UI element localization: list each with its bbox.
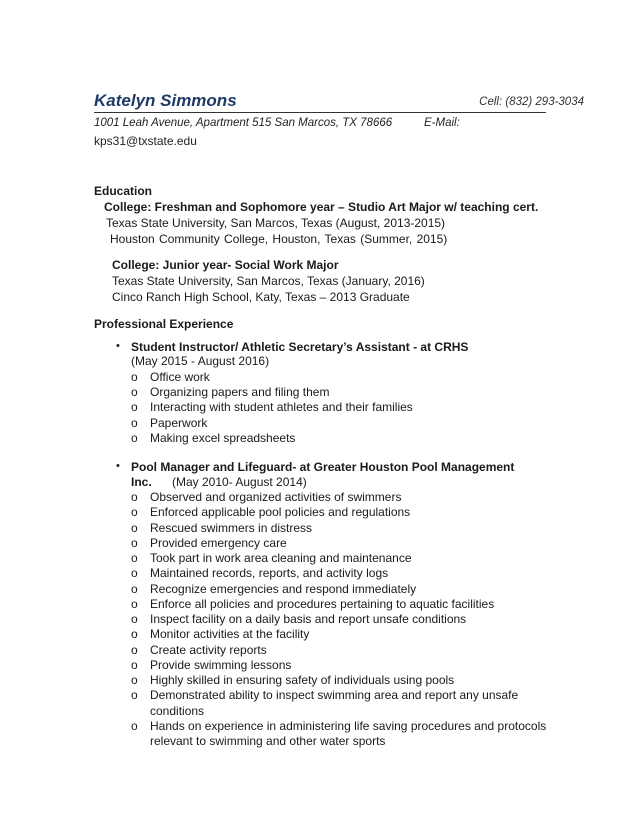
list-item-text: Inspect facility on a daily basis and report unsafe conditions bbox=[150, 612, 467, 626]
sub-bullet-icon: o bbox=[131, 581, 138, 596]
list-item-text: conditions bbox=[150, 703, 205, 718]
email-address: kps31@txstate.edu bbox=[94, 134, 197, 148]
sub-bullet-icon: o bbox=[131, 551, 138, 565]
list-item-text: Hands on experience in administering life saving procedures and protocols bbox=[150, 718, 547, 733]
education-block2-line2: Cinco Ranch High School, Katy, Texas – 2013 Graduate bbox=[112, 290, 410, 304]
list-item-text: Recognize emergencies and respond immediately bbox=[150, 581, 417, 596]
sub-bullet-icon: o bbox=[131, 430, 138, 445]
sub-bullet-icon: o bbox=[131, 385, 138, 400]
header-divider bbox=[94, 112, 546, 113]
cell-phone: Cell: (832) 293-3034 bbox=[479, 96, 584, 108]
job2-title-line2: Inc. bbox=[131, 475, 152, 489]
sub-bullet-icon: o bbox=[131, 535, 138, 550]
list-item-text: Enforce all policies and procedures pertaining to aquatic facilities bbox=[150, 596, 495, 611]
sub-bullet-icon: o bbox=[131, 673, 138, 687]
education-block1-line2: Houston Community College, Houston, Texas (Summer, 2015) bbox=[110, 232, 448, 246]
sub-bullet-icon: o bbox=[131, 627, 138, 642]
job1-title: Student Instructor/ Athletic Secretary’s Assistant - at CRHS bbox=[131, 340, 469, 354]
list-item bbox=[131, 673, 454, 688]
sub-bullet-icon: o bbox=[131, 520, 138, 535]
list-item-text: Highly skilled in ensuring safety of individuals using pools bbox=[150, 673, 455, 687]
sub-bullet-icon: o bbox=[131, 505, 138, 520]
email-label: E-Mail: bbox=[424, 117, 460, 129]
list-item bbox=[131, 658, 291, 673]
list-item bbox=[131, 597, 494, 612]
sub-bullet-icon: o bbox=[131, 642, 138, 657]
list-item bbox=[131, 536, 287, 551]
list-item bbox=[131, 370, 210, 385]
list-item-text: Create activity reports bbox=[150, 642, 267, 657]
list-item-text: Organizing papers and filing them bbox=[150, 385, 330, 400]
list-item bbox=[131, 551, 412, 566]
list-item bbox=[131, 688, 518, 703]
list-item bbox=[131, 385, 329, 400]
list-item bbox=[131, 505, 410, 520]
sub-bullet-icon: o bbox=[131, 657, 138, 672]
sub-bullet-icon: o bbox=[131, 370, 138, 384]
list-item bbox=[131, 734, 385, 749]
education-heading: Education bbox=[94, 184, 153, 198]
list-item bbox=[131, 566, 388, 581]
list-item bbox=[131, 400, 413, 415]
bullet-icon: • bbox=[116, 340, 120, 352]
sub-bullet-icon: o bbox=[131, 596, 138, 611]
sub-bullet-icon: o bbox=[131, 718, 138, 733]
list-item-text: Provided emergency care bbox=[150, 535, 287, 550]
list-item-text: Took part in work area cleaning and maintenance bbox=[150, 551, 412, 565]
list-item-text: relevant to swimming and other water sports bbox=[150, 734, 386, 748]
list-item-text: Maintained records, reports, and activity logs bbox=[150, 566, 389, 581]
education-block1-line1: Texas State University, San Marcos, Texas (August, 2013-2015) bbox=[106, 216, 446, 230]
list-item-text: Observed and organized activities of swimmers bbox=[150, 490, 402, 504]
list-item-text: Provide swimming lessons bbox=[150, 657, 292, 672]
sub-bullet-icon: o bbox=[131, 400, 138, 415]
list-item bbox=[131, 612, 466, 627]
sub-bullet-icon: o bbox=[131, 612, 138, 626]
job2-dates: (May 2010- August 2014) bbox=[172, 475, 307, 489]
list-item bbox=[131, 416, 207, 431]
bullet-icon: • bbox=[116, 460, 120, 472]
sub-bullet-icon: o bbox=[131, 490, 138, 504]
list-item-text: Monitor activities at the facility bbox=[150, 627, 310, 642]
list-item-text: Making excel spreadsheets bbox=[150, 430, 296, 445]
list-item bbox=[131, 431, 295, 446]
job2-title-line1: Pool Manager and Lifeguard- at Greater Houston Pool Management bbox=[131, 460, 515, 474]
education-block2-line1: Texas State University, San Marcos, Texas (January, 2016) bbox=[112, 274, 425, 288]
list-item bbox=[131, 643, 267, 658]
sub-bullet-icon: o bbox=[131, 566, 138, 581]
list-item-text: Demonstrated ability to inspect swimming area and report any unsafe bbox=[150, 688, 519, 703]
sub-bullet-icon: o bbox=[131, 415, 138, 430]
address: 1001 Leah Avenue, Apartment 515 San Marcos, TX 78666 bbox=[94, 117, 393, 129]
list-item bbox=[131, 490, 401, 505]
list-item bbox=[131, 719, 546, 734]
list-item-text: Interacting with student athletes and their families bbox=[150, 400, 413, 415]
education-block1-title: College: Freshman and Sophomore year – Studio Art Major w/ teaching cert. bbox=[104, 200, 539, 214]
list-item bbox=[131, 521, 312, 536]
list-item-text: Paperwork bbox=[150, 415, 208, 430]
list-item bbox=[131, 582, 416, 597]
list-item-text: Rescued swimmers in distress bbox=[150, 520, 313, 535]
experience-heading: Professional Experience bbox=[94, 317, 234, 331]
education-block2-title: College: Junior year- Social Work Major bbox=[112, 258, 339, 272]
sub-bullet-icon: o bbox=[131, 688, 138, 703]
candidate-name: Katelyn Simmons bbox=[94, 91, 237, 110]
job1-dates: (May 2015 - August 2016) bbox=[131, 354, 270, 368]
list-item bbox=[131, 704, 204, 719]
list-item-text: Enforced applicable pool policies and regulations bbox=[150, 505, 411, 520]
list-item-text: Office work bbox=[150, 370, 210, 384]
list-item bbox=[131, 627, 309, 642]
